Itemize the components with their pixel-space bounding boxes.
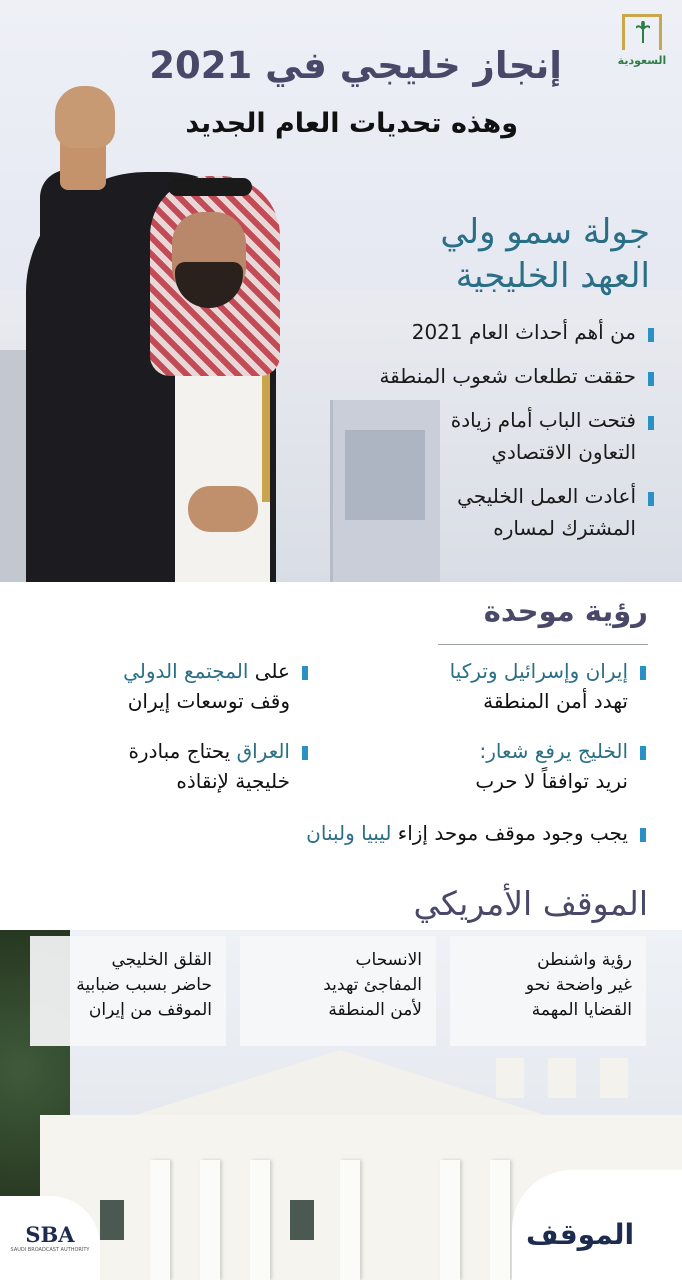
section1-title-line2: العهد الخليجية <box>455 256 650 296</box>
info-box-text: القلق الخليجي <box>111 950 212 970</box>
info-box <box>30 936 226 1046</box>
bullet-icon <box>648 416 654 430</box>
palm-icon <box>636 21 650 43</box>
info-box <box>450 936 646 1046</box>
point-highlight: المجتمع الدولي <box>123 659 249 683</box>
window <box>290 1200 314 1240</box>
point-text: تهدد أمن المنطقة <box>483 689 628 713</box>
figure-hand <box>188 486 258 532</box>
point-text: نريد توافقاً لا حرب <box>475 769 628 793</box>
chimney <box>600 1058 628 1098</box>
list-item <box>324 360 654 392</box>
almawqif-logo-text: الموقف <box>526 1218 635 1251</box>
info-box-text: غير واضحة نحو <box>525 975 632 995</box>
column <box>200 1160 220 1280</box>
column <box>250 1160 270 1280</box>
info-box-text: القضايا المهمة <box>531 1000 632 1020</box>
list-item <box>324 404 654 468</box>
page-subtitle: وهذه تحديات العام الجديد <box>185 108 518 139</box>
info-box <box>240 936 436 1046</box>
bullet-icon <box>648 492 654 506</box>
section2-title: رؤية موحدة <box>483 594 648 628</box>
section3-title: الموقف الأمريكي <box>413 884 648 923</box>
sba-logo-text: SBA <box>25 1222 75 1247</box>
bullet-icon <box>640 828 646 842</box>
point-highlight: الخليج يرفع شعار: <box>479 739 628 763</box>
point-prefix: يجب وجود موقف موحد إزاء <box>391 821 628 845</box>
list-item-text: من أهم أحداث العام 2021 <box>411 320 636 344</box>
chimney <box>548 1058 576 1098</box>
info-box-text: رؤية واشنطن <box>537 950 632 970</box>
point-card <box>68 656 308 716</box>
page-title: إنجاز خليجي في 2021 <box>149 44 562 87</box>
point-highlight: العراق <box>236 739 290 763</box>
info-box-text: لأمن المنطقة <box>328 1000 422 1020</box>
list-item-text: أعادت العمل الخليجي <box>457 484 636 508</box>
figure-agal <box>168 178 252 196</box>
logo-text: السعودية <box>617 54 667 67</box>
info-box-text: الموقف من إيران <box>88 1000 212 1020</box>
point-rest: يحتاج مبادرة <box>128 739 237 763</box>
point-prefix: على <box>248 659 290 683</box>
column <box>340 1160 360 1280</box>
figure-sleeve <box>40 170 95 370</box>
list-item-text: المشترك لمساره <box>493 516 636 540</box>
point-highlight: ليبيا ولبنان <box>306 821 392 845</box>
almawqif-logo <box>512 1170 682 1280</box>
waving-hand <box>55 86 115 148</box>
list-item-text: فتحت الباب أمام زيادة <box>450 408 636 432</box>
saudi-logo <box>614 14 670 78</box>
point-highlight: إيران وإسرائيل وتركيا <box>449 659 628 683</box>
bullet-icon <box>640 666 646 680</box>
emblem-icon <box>622 14 662 50</box>
list-item-text: التعاون الاقتصادي <box>491 440 636 464</box>
info-box-text: حاضر بسبب ضبابية <box>76 975 212 995</box>
chimney <box>496 1058 524 1098</box>
list-item-text: حققت تطلعات شعوب المنطقة <box>379 364 636 388</box>
info-box-text: المفاجئ تهديد <box>323 975 422 995</box>
column <box>490 1160 510 1280</box>
point-card <box>406 736 646 796</box>
sba-logo-subtext: SAUDI BROADCAST AUTHORITY <box>10 1247 90 1253</box>
point-card <box>226 818 646 848</box>
section2-divider <box>438 644 648 645</box>
point-text: خليجية لإنقاذه <box>176 769 290 793</box>
point-text: وقف توسعات إيران <box>127 689 290 713</box>
info-box-text: الانسحاب <box>355 950 422 970</box>
bullet-icon <box>302 746 308 760</box>
point-card <box>406 656 646 716</box>
bullet-icon <box>648 328 654 342</box>
column <box>440 1160 460 1280</box>
point-card <box>68 736 308 796</box>
column <box>150 1160 170 1280</box>
list-item <box>324 316 654 348</box>
list-item <box>324 480 654 544</box>
section1-title-line1: جولة سمو ولي <box>440 212 650 252</box>
bullet-icon <box>648 372 654 386</box>
section1-list <box>324 316 654 556</box>
bullet-icon <box>640 746 646 760</box>
window <box>100 1200 124 1240</box>
section1-title <box>350 210 650 298</box>
bullet-icon <box>302 666 308 680</box>
